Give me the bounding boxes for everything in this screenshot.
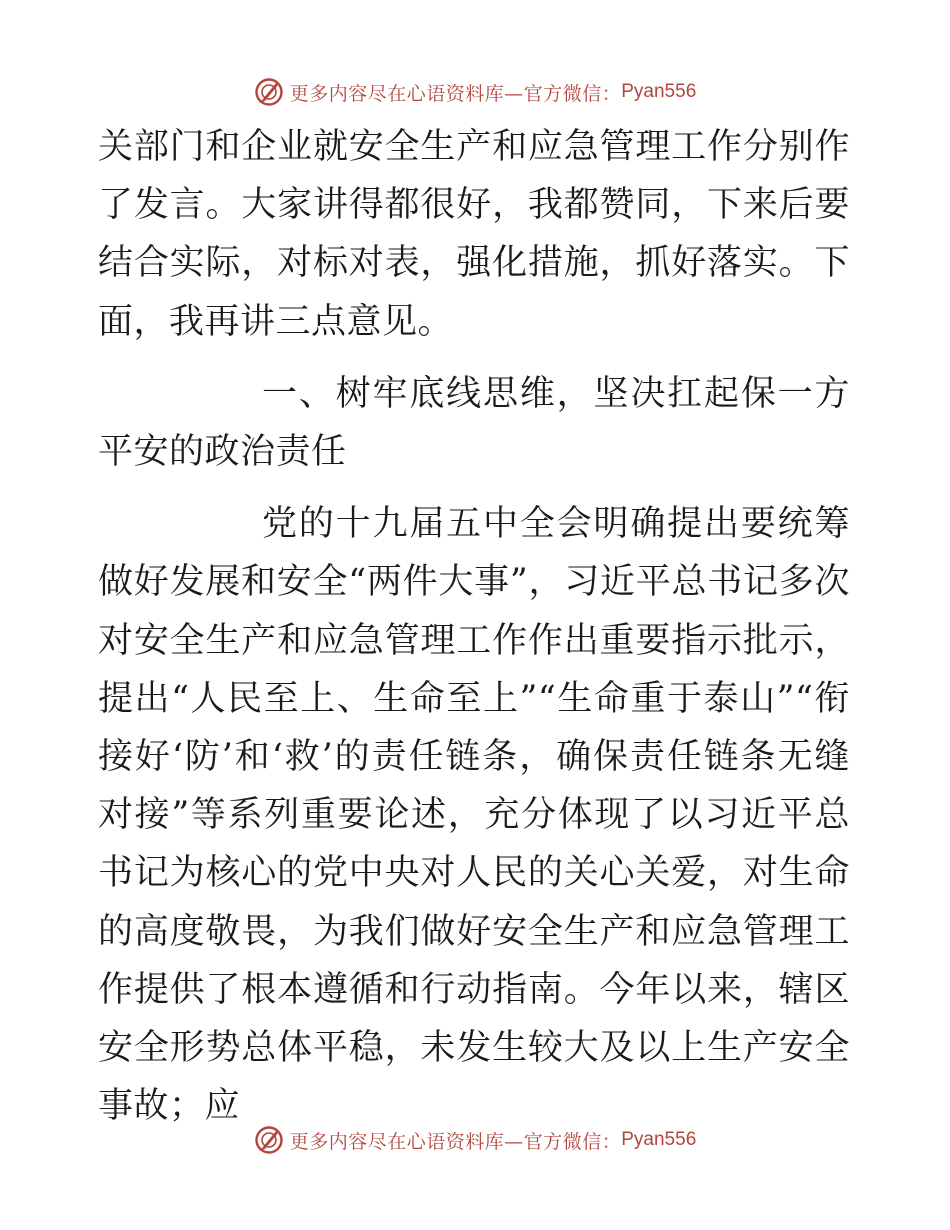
brand-logo-icon (254, 77, 284, 107)
header-banner-text: 更多内容尽在心语资料库—官方微信： (289, 82, 622, 105)
header-wechat-id: Pyan556 (621, 81, 697, 102)
header-banner (0, 72, 950, 112)
footer-banner (0, 1120, 950, 1160)
document-body (98, 118, 850, 1135)
paragraph: 关部门和企业就安全生产和应急管理工作分别作了发言。大家讲得都很好，我都赞同，下来后要结合实际，对标对表，强化措施，抓好落实。下面，我再讲三点意见。 (98, 127, 850, 342)
footer-wechat-id: Pyan556 (621, 1129, 697, 1150)
section-heading: 一、树牢底线思维，坚决扛起保一方平安的政治责任 (98, 373, 850, 473)
footer-banner-text: 更多内容尽在心语资料库—官方微信： (289, 1130, 622, 1153)
paragraph: 党的十九届五中全会明确提出要统筹做好发展和安全“两件大事”，习近平总书记多次对安全生产和应急管理工作作出重要指示批示，提出“人民至上、生命至上”“生命重于泰山”“衔接好‘防’和‘救’的责任链条，确保责任链条无缝对接”等系列重要论述，充分体现了以习近平总书记为核心的党中央对人民的关心关爱，对生命的高度敬畏，为我们做好安全生产和应急管理工作提供了根本遵循和行动指南。今年以来，辖区安全形势总体平稳，未发生较大及以上生产安全事故；应 (98, 504, 850, 1127)
brand-logo-icon (254, 1125, 284, 1155)
